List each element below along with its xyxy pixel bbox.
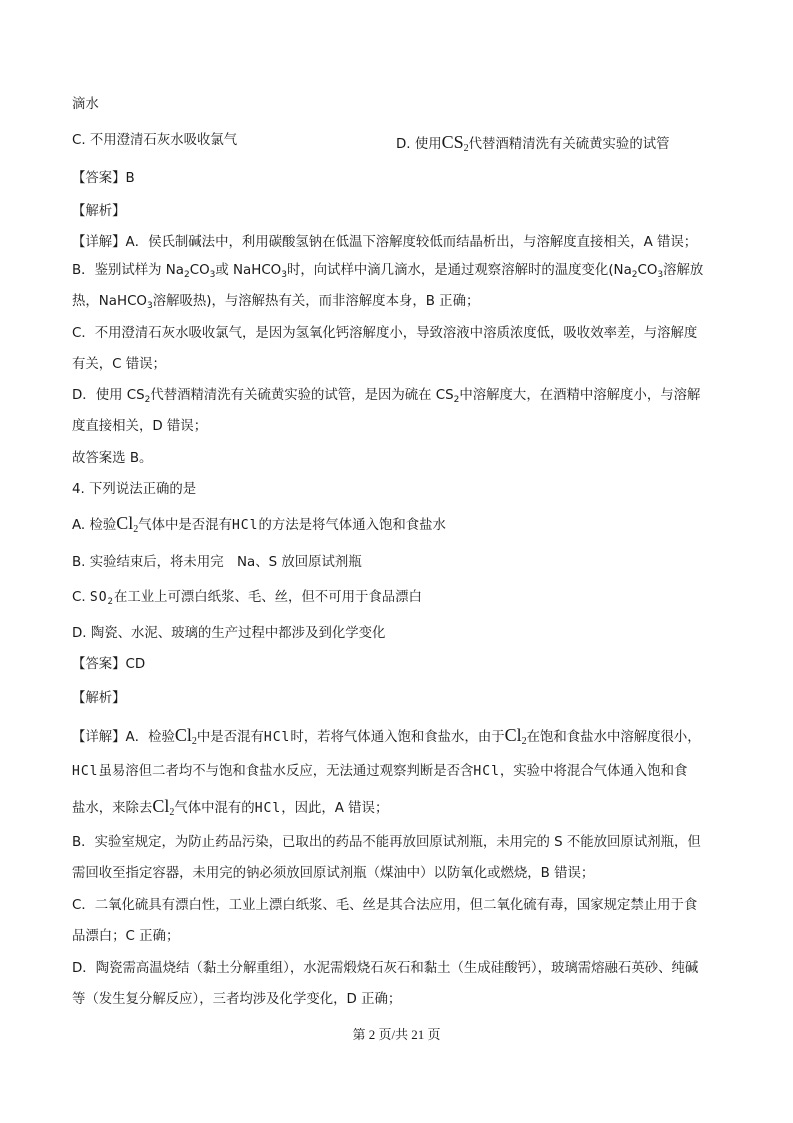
text-line: 【详解】A．侯氏制碱法中，利用碳酸氢钠在低温下溶解度较低而结晶析出，与溶解度直接相关，A 错误； [72, 235, 698, 250]
option-c: C. 不用澄清石灰水吸收氯气 [72, 133, 238, 148]
text-line: 度直接相关，D 错误； [72, 419, 208, 434]
option-d: D. 陶瓷、水泥、玻璃的生产过程中都涉及到化学变化 [72, 626, 386, 641]
text-line: B．实验室规定，为防止药品污染，已取出的药品不能再放回原试剂瓶，未用完的 S 不能放回原试剂瓶，但 [72, 835, 701, 850]
answer-label: 【答案】B [72, 171, 135, 186]
text-line: 故答案选 B。 [72, 451, 153, 466]
text-line: 热，NaHCO$_3$溶解吸热)，与溶解热有关，而非溶解度本身，B 正确； [72, 294, 480, 311]
text-line: 等（发生复分解反应），三者均涉及化学变化，D 正确； [72, 992, 402, 1007]
page-footer: 第 2 页/共 21 页 [352, 1027, 441, 1042]
text-line: 品漂白；C 正确； [72, 929, 180, 944]
option-a: A. 检验$Cl_2$气体中是否混有HCl的方法是将气体通入饱和食盐水 [72, 513, 446, 535]
option-b: B. 实验结束后，将未用完 Na、S 放回原试剂瓶 [72, 555, 362, 570]
text-line: 【详解】A．检验$Cl_2$中是否混有HCl时，若将气体通入饱和食盐水，由于$Cl_2$在饱和食盐水中溶解度很小， [72, 725, 701, 747]
option-c: C. $SO_2$在工业上可漂白纸浆、毛、丝，但不可用于食品漂白 [72, 590, 422, 607]
text-line: HCl虽易溶但二者均不与饱和食盐水反应，无法通过观察判断是否含HCl，实验中将混合气体通入饱和食 [72, 764, 688, 779]
text-line: D．使用 $CS_2$代替酒精清洗有关硫黄实验的试管，是因为硫在 $CS_2$中溶解度大，在酒精中溶解度小，与溶解 [72, 388, 701, 405]
option-d: D. 使用$CS_2$代替酒精清洗有关硫黄实验的试管 [396, 132, 670, 154]
text-line: C．二氧化硫具有漂白性，工业上漂白纸浆、毛、丝是其合法应用，但二氧化硫有毒，国家规定禁止用于食 [72, 898, 698, 913]
text-line: 需回收至指定容器，未用完的钠必须放回原试剂瓶（煤油中）以防氧化或燃烧，B 错误； [72, 866, 595, 881]
answer-label: 【答案】CD [72, 657, 146, 672]
text-line: 有关，C 错误； [72, 357, 166, 372]
text-line: C．不用澄清石灰水吸收氯气，是因为氢氧化钙溶解度小，导致溶液中溶质浓度低，吸收效率差，与溶解度 [72, 326, 698, 341]
text-line: D．陶瓷需高温烧结（黏土分解重组），水泥需煅烧石灰石和黏土（生成硅酸钙），玻璃需熔融石英砂、纯碱 [72, 961, 699, 976]
text-line: 盐水，来除去$Cl_2$气体中混有的HCl，因此，A 错误； [72, 796, 389, 818]
analysis-label: 【解析】 [72, 691, 126, 706]
text-line: 滴水 [72, 97, 99, 112]
text-line: B．鉴别试样为 $Na_2CO_3$或 NaHCO$_3$时，向试样中滴几滴水，是通过观察溶解时的温度变化($Na_2CO_3$溶解放 [72, 263, 704, 280]
analysis-label: 【解析】 [72, 204, 126, 219]
question-title: 4. 下列说法正确的是 [72, 482, 197, 497]
